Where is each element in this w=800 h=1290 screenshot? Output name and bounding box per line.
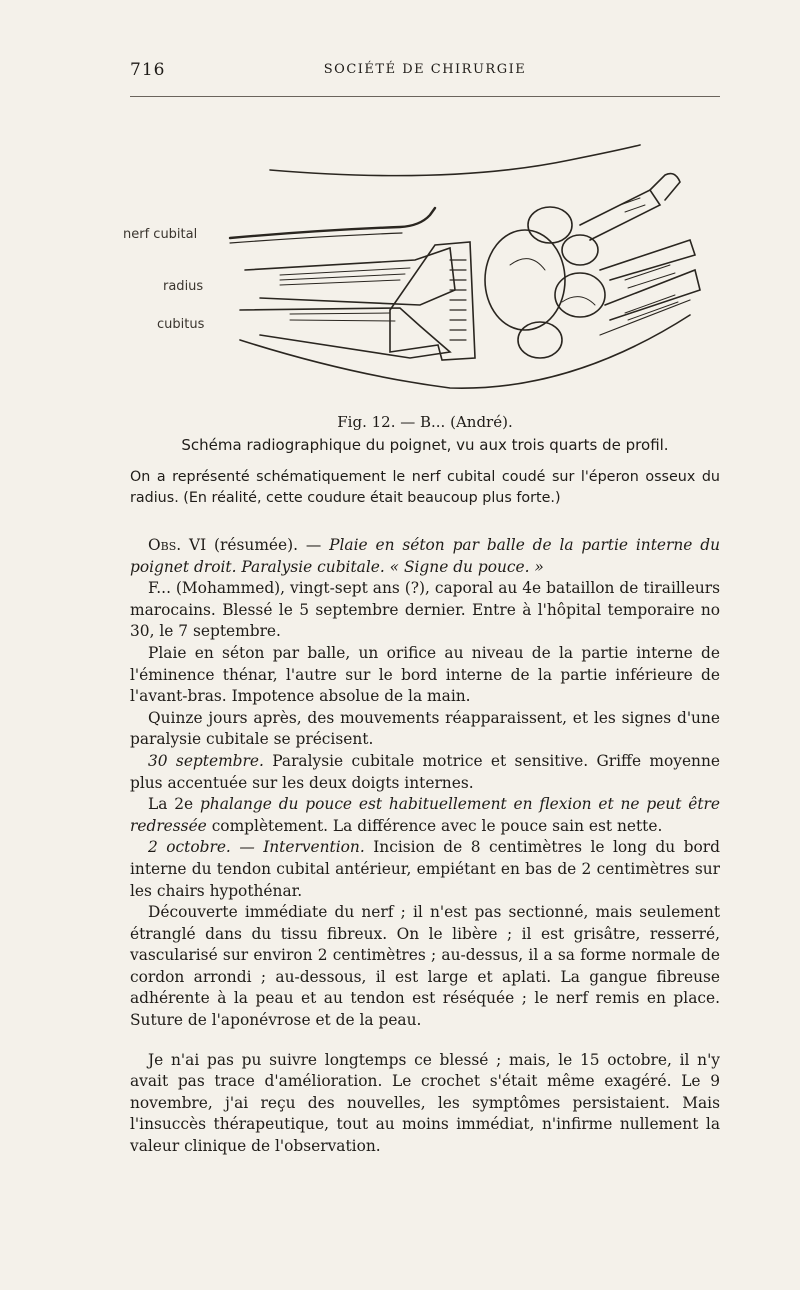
- running-title: SOCIÉTÉ DE CHIRURGIE: [323, 62, 527, 77]
- paragraph-5-pre: La 2e: [148, 795, 200, 814]
- paragraph-3: Quinze jours après, des mouvements réapparaissent, et les signes d'une paralysie cubitale se précisent.: [130, 708, 720, 749]
- paragraph-5-italic: phalange du pouce est habituellement en flexion et ne peut être redressée: [130, 795, 720, 835]
- page-number: 716: [130, 60, 166, 80]
- paragraph-5: [130, 794, 720, 837]
- date-30-septembre: 30 septembre.: [148, 751, 264, 770]
- obs-title: Plaie en séton par balle de la partie interne du poignet droit. Paralysie cubitale. « Signe du pouce. »: [130, 536, 721, 576]
- obs-resumee: (résumée). —: [206, 536, 330, 554]
- paragraph-8: Je n'ai pas pu suivre longtemps ce blessé ; mais, le 15 octobre, il n'y avait pas trace d'amélioration. Le crochet s'était même exagéré. Le 9 novembre, j'ai reçu des nouvelles, les symptômes persistaient. Mais l'insuccès thérapeutique, tout au moins immédiat, n'infirme nullement la valeur clinique de l'observation.: [130, 1050, 720, 1156]
- date-2-octobre: 2 octobre. — Intervention.: [148, 838, 365, 857]
- observation-text: [130, 535, 720, 1158]
- header-rule: [130, 96, 720, 97]
- paragraph-6: [130, 837, 720, 902]
- observation-heading: [130, 535, 720, 578]
- label-cubitus: cubitus: [157, 317, 205, 332]
- paragraph-4: [130, 751, 720, 794]
- paragraph-1: F... (Mohammed), vingt-sept ans (?), caporal au 4e bataillon de tirailleurs marocains. Blessé le 5 septembre dernier. Entre à l'hôpital temporaire no 30, le 7 septembre.: [130, 579, 720, 641]
- wrist-schematic-drawing: [150, 130, 710, 400]
- paragraph-5-text: complètement. La différence avec le pouce sain est nette.: [206, 816, 663, 835]
- page-header: [130, 60, 720, 84]
- obs-number: Obs. VI: [148, 536, 207, 554]
- paragraph-6-text: Incision de 8 centimètres le long du bord interne du tendon cubital antérieur, empiétant en bas de 2 centimètres sur les chairs hypothénar.: [130, 838, 720, 900]
- paragraph-2: Plaie en séton par balle, un orifice au niveau de la partie interne de l'éminence thénar, l'autre sur le bord interne de la partie inférieure de l'avant-bras. Impotence absolue de la main.: [130, 643, 720, 706]
- figure-caption-subtitle: Schéma radiographique du poignet, vu aux trois quarts de profil.: [181, 436, 669, 454]
- wrist-radiograph-figure: [123, 130, 710, 400]
- label-nerf-cubital: nerf cubital: [123, 227, 198, 242]
- figure-caption-note: On a représenté schématiquement le nerf cubital coudé sur l'éperon osseux du radius. (En réalité, cette coudure était beaucoup plus forte.): [130, 469, 720, 506]
- figure-caption-title: Fig. 12. — B... (André).: [337, 413, 513, 431]
- paragraph-7: Découverte immédiate du nerf ; il n'est pas sectionné, mais seulement étranglé dans du tissu fibreux. On le libère ; il est grisâtre, resserré, vascularisé sur environ 2 centimètres ; au-dessus, il a sa forme normale de cordon arrondi ; au-dessous, il est large et aplati. La gangue fibreuse adhérente à la peau et au tendon est réséquée ; le nerf remis en place. Suture de l'aponévrose et de la peau.: [130, 903, 720, 1030]
- label-radius: radius: [163, 279, 204, 294]
- paragraph-4-text: Paralysie cubitale motrice et sensitive. Griffe moyenne plus accentuée sur les deux doigts internes.: [130, 751, 720, 792]
